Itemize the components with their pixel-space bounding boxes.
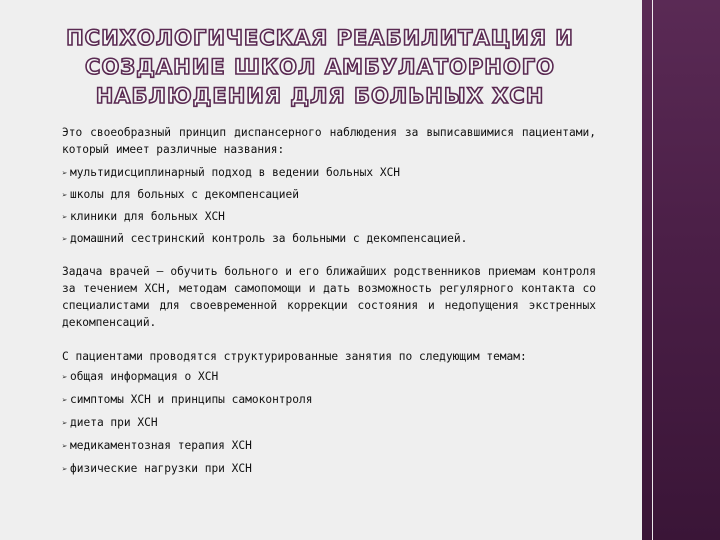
- list-item-text: симптомы ХСН и принципы самоконтроля: [70, 393, 313, 406]
- list-item-text: домашний сестринский контроль за больными с декомпенсацией.: [70, 232, 468, 245]
- slide-title: [40, 24, 600, 111]
- list-item-text: общая информация о ХСН: [70, 370, 219, 383]
- side-divider: [652, 0, 653, 540]
- topics-list: [62, 368, 596, 483]
- arrow-bullet-icon: ➢: [62, 465, 68, 475]
- list-item: [62, 437, 596, 460]
- list-item: [62, 460, 596, 483]
- list-item: [62, 164, 596, 186]
- side-panel: [642, 0, 720, 540]
- title-line-3: НАБЛЮДЕНИЯ ДЛЯ БОЛЬНЫХ ХСН: [95, 84, 545, 108]
- list-item-text: школы для больных с декомпенсацией: [70, 188, 300, 201]
- list-item-text: медикаментозная терапия ХСН: [70, 439, 252, 452]
- task-paragraph: Задача врачей – обучить больного и его ближайших родственников приемам контроля за течением ХСН, методам самопомощи и дать возможность регулярного контакта со специалистами для своевременной коррекции состояния и недопущения экстренных декомпенсаций.: [62, 265, 596, 329]
- list-item: [62, 368, 596, 391]
- arrow-bullet-icon: ➢: [62, 213, 68, 223]
- intro-paragraph: Это своеобразный принцип диспансерного наблюдения за выписавшимися пациентами, который имеет различные названия:: [62, 126, 596, 156]
- list-item: [62, 391, 596, 414]
- list-item: [62, 208, 596, 230]
- list-item: [62, 186, 596, 208]
- arrow-bullet-icon: ➢: [62, 191, 68, 201]
- arrow-bullet-icon: ➢: [62, 235, 68, 245]
- slide-body: [62, 124, 596, 483]
- title-line-1: ПСИХОЛОГИЧЕСКАЯ РЕАБИЛИТАЦИЯ И: [66, 26, 574, 50]
- arrow-bullet-icon: ➢: [62, 373, 68, 383]
- list-item-text: клиники для больных ХСН: [70, 210, 225, 223]
- list-item-text: мультидисциплинарный подход в ведении больных ХСН: [70, 166, 401, 179]
- list-item: [62, 414, 596, 437]
- names-list: [62, 164, 596, 252]
- title-line-2: СОЗДАНИЕ ШКОЛ АМБУЛАТОРНОГО: [85, 55, 555, 79]
- list-item-text: диета при ХСН: [70, 416, 158, 429]
- list-item: [62, 230, 596, 252]
- arrow-bullet-icon: ➢: [62, 442, 68, 452]
- arrow-bullet-icon: ➢: [62, 169, 68, 179]
- arrow-bullet-icon: ➢: [62, 396, 68, 406]
- arrow-bullet-icon: ➢: [62, 419, 68, 429]
- topics-intro: С пациентами проводятся структурированные занятия по следующим темам:: [62, 350, 527, 363]
- list-item-text: физические нагрузки при ХСН: [70, 462, 252, 475]
